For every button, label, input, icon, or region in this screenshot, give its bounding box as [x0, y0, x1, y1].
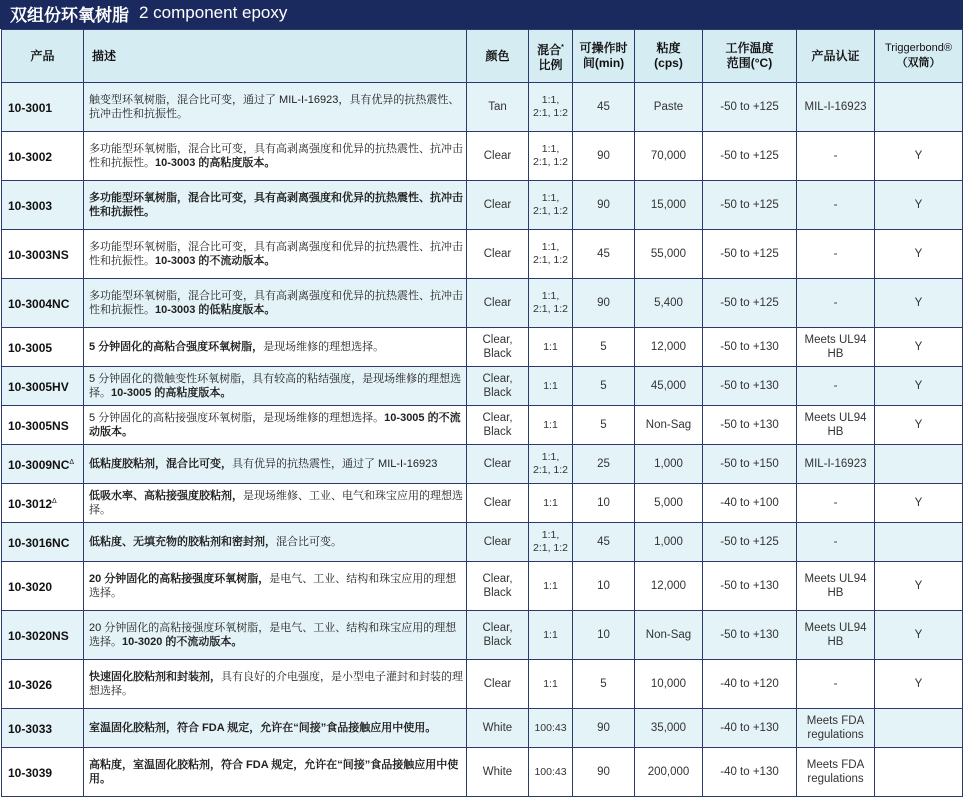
certification: -	[797, 181, 875, 230]
product-code: 10-3005HV	[2, 367, 84, 406]
product-description: 低粘度、无填充物的胶粘剂和密封剂，混合比可变。	[84, 523, 467, 562]
header-certification: 产品认证	[797, 30, 875, 83]
viscosity: 1,000	[635, 523, 703, 562]
temperature-range: -50 to +130	[703, 406, 797, 445]
title-bar	[0, 0, 963, 29]
mix-ratio: 1:1, 2:1, 1:2	[529, 523, 573, 562]
mix-ratio: 1:1, 2:1, 1:2	[529, 83, 573, 132]
product-color: Clear	[467, 132, 529, 181]
mix-ratio: 100:43	[529, 748, 573, 797]
work-time: 5	[573, 406, 635, 445]
triggerbond	[875, 83, 963, 132]
certification: -	[797, 484, 875, 523]
product-description: 高粘度，室温固化胶粘剂，符合 FDA 规定，允许在“间接”食品接触应用中使用。	[84, 748, 467, 797]
work-time: 10	[573, 484, 635, 523]
certification: Meets FDA regulations	[797, 748, 875, 797]
table-row	[2, 562, 963, 611]
product-code: 10-3003	[2, 181, 84, 230]
product-code: 10-3039	[2, 748, 84, 797]
product-description: 多功能型环氧树脂，混合比可变，具有高剥离强度和优异的抗热震性、抗冲击性和抗振性。10-3003 的低粘度版本。	[84, 279, 467, 328]
viscosity: Paste	[635, 83, 703, 132]
product-description: 20 分钟固化的高粘接强度环氧树脂，是电气、工业、结构和珠宝应用的理想选择。10-3020 的不流动版本。	[84, 611, 467, 660]
temperature-range: -50 to +125	[703, 279, 797, 328]
viscosity: 200,000	[635, 748, 703, 797]
product-code: 10-3003NS	[2, 230, 84, 279]
triggerbond	[875, 445, 963, 484]
mix-ratio: 1:1	[529, 484, 573, 523]
viscosity: Non-Sag	[635, 611, 703, 660]
certification: Meets UL94 HB	[797, 611, 875, 660]
work-time: 5	[573, 660, 635, 709]
mix-ratio: 100:43	[529, 709, 573, 748]
product-color: Clear, Black	[467, 406, 529, 445]
triggerbond: Y	[875, 328, 963, 367]
temperature-range: -50 to +125	[703, 523, 797, 562]
product-description: 5 分钟固化的高粘接强度环氧树脂，是现场维修的理想选择。10-3005 的不流动版本。	[84, 406, 467, 445]
triggerbond	[875, 523, 963, 562]
temperature-range: -40 to +130	[703, 709, 797, 748]
temperature-range: -50 to +150	[703, 445, 797, 484]
certification: -	[797, 523, 875, 562]
header-mix-ratio: 混合* 比例	[529, 30, 573, 83]
header-work-time: 可操作时 间(min)	[573, 30, 635, 83]
certification: Meets UL94 HB	[797, 562, 875, 611]
work-time: 10	[573, 562, 635, 611]
triggerbond: Y	[875, 484, 963, 523]
mix-ratio: 1:1	[529, 611, 573, 660]
header-color: 颜色	[467, 30, 529, 83]
product-description: 触变型环氧树脂，混合比可变，通过了 MIL-I-16923，具有优异的抗热震性、抗冲击性和抗振性。	[84, 83, 467, 132]
certification: -	[797, 230, 875, 279]
table-row	[2, 709, 963, 748]
product-code: 10-3026	[2, 660, 84, 709]
work-time: 90	[573, 132, 635, 181]
table-row	[2, 181, 963, 230]
product-color: Clear	[467, 181, 529, 230]
triggerbond: Y	[875, 611, 963, 660]
viscosity: 5,400	[635, 279, 703, 328]
mix-ratio: 1:1	[529, 406, 573, 445]
viscosity: 55,000	[635, 230, 703, 279]
product-color: Clear	[467, 660, 529, 709]
product-code: 10-3004NC	[2, 279, 84, 328]
product-color: Clear	[467, 445, 529, 484]
certification: Meets UL94 HB	[797, 328, 875, 367]
product-description: 快速固化胶粘剂和封装剂，具有良好的介电强度，是小型电子灌封和封装的理想选择。	[84, 660, 467, 709]
table-row	[2, 484, 963, 523]
work-time: 90	[573, 748, 635, 797]
product-description: 20 分钟固化的高粘接强度环氧树脂，是电气、工业、结构和珠宝应用的理想选择。	[84, 562, 467, 611]
certification: -	[797, 367, 875, 406]
product-color: Clear	[467, 279, 529, 328]
product-code: $10-3012^\Delta$	[2, 484, 84, 523]
temperature-range: -40 to +100	[703, 484, 797, 523]
triggerbond: Y	[875, 230, 963, 279]
viscosity: 10,000	[635, 660, 703, 709]
product-code: 10-3020NS	[2, 611, 84, 660]
product-description: 多功能型环氧树脂，混合比可变，具有高剥离强度和优异的抗热震性、抗冲击性和抗振性。	[84, 181, 467, 230]
temperature-range: -50 to +130	[703, 328, 797, 367]
work-time: 5	[573, 367, 635, 406]
header-row	[2, 30, 963, 83]
product-code: 10-3016NC	[2, 523, 84, 562]
table-row	[2, 523, 963, 562]
viscosity: 12,000	[635, 562, 703, 611]
triggerbond: Y	[875, 181, 963, 230]
temperature-range: -50 to +125	[703, 181, 797, 230]
table-row	[2, 445, 963, 484]
viscosity: 15,000	[635, 181, 703, 230]
viscosity: 35,000	[635, 709, 703, 748]
temperature-range: -40 to +120	[703, 660, 797, 709]
table-row	[2, 367, 963, 406]
triggerbond: Y	[875, 132, 963, 181]
product-description: 低粘度胶粘剂，混合比可变，具有优异的抗热震性，通过了 MIL-I-16923	[84, 445, 467, 484]
product-description: 5 分钟固化的高粘合强度环氧树脂，是现场维修的理想选择。	[84, 328, 467, 367]
product-description: 多功能型环氧树脂，混合比可变，具有高剥离强度和优异的抗热震性、抗冲击性和抗振性。10-3003 的高粘度版本。	[84, 132, 467, 181]
product-code: 10-3002	[2, 132, 84, 181]
table-row	[2, 83, 963, 132]
product-description: 室温固化胶粘剂，符合 FDA 规定，允许在“间接”食品接触应用中使用。	[84, 709, 467, 748]
temperature-range: -40 to +130	[703, 748, 797, 797]
product-color: Clear, Black	[467, 328, 529, 367]
certification: Meets FDA regulations	[797, 709, 875, 748]
mix-ratio: 1:1, 2:1, 1:2	[529, 445, 573, 484]
table-row	[2, 611, 963, 660]
triggerbond: Y	[875, 562, 963, 611]
triggerbond: Y	[875, 279, 963, 328]
work-time: 90	[573, 279, 635, 328]
mix-ratio: 1:1	[529, 660, 573, 709]
certification: MIL-I-16923	[797, 83, 875, 132]
mix-ratio: 1:1, 2:1, 1:2	[529, 132, 573, 181]
work-time: 90	[573, 181, 635, 230]
work-time: 45	[573, 83, 635, 132]
certification: -	[797, 132, 875, 181]
product-description: 5 分钟固化的微触变性环氧树脂，具有较高的粘结强度，是现场维修的理想选择。10-3005 的高粘度版本。	[84, 367, 467, 406]
product-description: 低吸水率、高粘接强度胶粘剂，是现场维修、工业、电气和珠宝应用的理想选择。	[84, 484, 467, 523]
certification: Meets UL94 HB	[797, 406, 875, 445]
table-row	[2, 230, 963, 279]
title-chinese: 双组份环氧树脂	[10, 5, 129, 26]
viscosity: 12,000	[635, 328, 703, 367]
certification: MIL-I-16923	[797, 445, 875, 484]
mix-ratio: 1:1	[529, 328, 573, 367]
product-code: 10-3005NS	[2, 406, 84, 445]
product-color: Clear	[467, 523, 529, 562]
certification: -	[797, 279, 875, 328]
temperature-range: -50 to +125	[703, 230, 797, 279]
temperature-range: -50 to +130	[703, 562, 797, 611]
temperature-range: -50 to +130	[703, 611, 797, 660]
viscosity: Non-Sag	[635, 406, 703, 445]
header-description: 描述	[84, 30, 467, 83]
triggerbond	[875, 748, 963, 797]
table-row	[2, 279, 963, 328]
product-description: 多功能型环氧树脂，混合比可变，具有高剥离强度和优异的抗热震性、抗冲击性和抗振性。10-3003 的不流动版本。	[84, 230, 467, 279]
product-code: 10-3020	[2, 562, 84, 611]
mix-ratio: 1:1, 2:1, 1:2	[529, 230, 573, 279]
header-product: 产品	[2, 30, 84, 83]
triggerbond: Y	[875, 367, 963, 406]
certification: -	[797, 660, 875, 709]
table-row	[2, 748, 963, 797]
product-code: 10-3001	[2, 83, 84, 132]
temperature-range: -50 to +125	[703, 132, 797, 181]
work-time: 45	[573, 230, 635, 279]
product-color: Clear, Black	[467, 611, 529, 660]
temperature-range: -50 to +130	[703, 367, 797, 406]
work-time: 5	[573, 328, 635, 367]
product-code: $10-3009NC^\Delta$	[2, 445, 84, 484]
triggerbond: Y	[875, 660, 963, 709]
mix-ratio: 1:1, 2:1, 1:2	[529, 279, 573, 328]
work-time: 25	[573, 445, 635, 484]
triggerbond	[875, 709, 963, 748]
mix-ratio: 1:1	[529, 562, 573, 611]
product-color: Clear, Black	[467, 367, 529, 406]
product-color: Clear, Black	[467, 562, 529, 611]
work-time: 10	[573, 611, 635, 660]
product-color: White	[467, 748, 529, 797]
mix-ratio: 1:1, 2:1, 1:2	[529, 181, 573, 230]
product-table	[1, 29, 963, 797]
table-row	[2, 406, 963, 445]
temperature-range: -50 to +125	[703, 83, 797, 132]
viscosity: 1,000	[635, 445, 703, 484]
header-temperature: 工作温度 范围(°C)	[703, 30, 797, 83]
work-time: 45	[573, 523, 635, 562]
table-row	[2, 132, 963, 181]
header-viscosity: 粘度 (cps)	[635, 30, 703, 83]
product-color: White	[467, 709, 529, 748]
product-code: 10-3033	[2, 709, 84, 748]
table-row	[2, 660, 963, 709]
header-triggerbond: Triggerbond® （双筒）	[875, 30, 963, 83]
title-english: 2 component epoxy	[139, 3, 288, 22]
triggerbond: Y	[875, 406, 963, 445]
product-color: Clear	[467, 230, 529, 279]
viscosity: 70,000	[635, 132, 703, 181]
viscosity: 45,000	[635, 367, 703, 406]
viscosity: 5,000	[635, 484, 703, 523]
product-code: 10-3005	[2, 328, 84, 367]
product-color: Clear	[467, 484, 529, 523]
product-color: Tan	[467, 83, 529, 132]
work-time: 90	[573, 709, 635, 748]
table-row	[2, 328, 963, 367]
mix-ratio: 1:1	[529, 367, 573, 406]
